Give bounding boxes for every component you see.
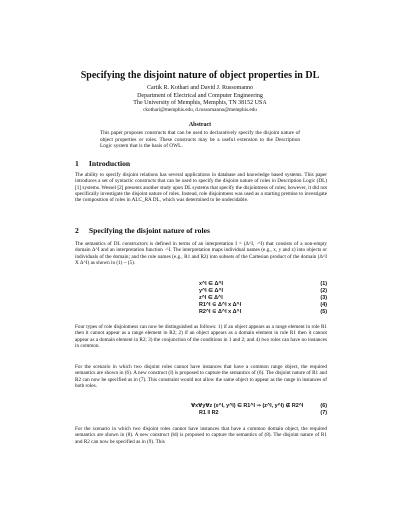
equation-number: (6)	[320, 403, 327, 409]
equation-text: z^I ∈ Δ^I	[199, 295, 223, 301]
equations-6-7	[75, 403, 327, 417]
equation-text: x^I ∈ Δ^I	[199, 281, 223, 287]
equation-row	[75, 309, 327, 316]
equation-text: ∀x∀y∀z (x^I, y^I) ∈ R1^I ⇒ (z^I, y^I) ∉ R2^I	[191, 403, 304, 409]
abstract-heading: Abstract	[188, 122, 212, 128]
equation-text: R1^I ⊆ Δ^I x Δ^I	[199, 302, 242, 308]
section-2-title: Specifying the disjoint nature of roles	[88, 226, 210, 235]
section-1-title: Introduction	[88, 159, 131, 168]
equation-number: (2)	[320, 288, 327, 294]
equation-text: R2^I ⊆ Δ^I x Δ^I	[199, 309, 242, 315]
equation-row	[75, 295, 327, 302]
equation-number: (3)	[320, 295, 327, 301]
equation-text: R1 ‖ R2	[199, 410, 219, 416]
paper-authors: Cartik R. Kothari and David J. Russomanno	[147, 85, 253, 91]
section-1-number: 1	[75, 159, 79, 168]
paper-title: Specifying the disjoint nature of object properties in DL	[80, 70, 320, 81]
introduction-paragraph: The ability to specify disjoint relations has several applications in database and knowledge based systems. This paper introduces a set of syntactic constructs that can be used to specify the disjoint nature of roles in Description Logic (DL) [1] systems. Wessel [2] presents another study upon DL systems that specify the disjointness of roles; however, it did not specifically investigate the disjoint nature of roles. Instead, role disjointness was used as a starting premise to investigate the composition of roles in ALC_RA DL, which was determined to be undecidable.	[75, 172, 327, 204]
section-2-paragraph-2: Four types of role disjointness can now be distinguished as follows: 1) if an object appears as a range element in role R1 then it cannot appear as a range element in R2; 2) if an object appears as a domain element in role R1 then it cannot appear as a domain element in R2; 3) the conjunction of the conditions in 1 and 2; and 4) two roles can have no instances in common.	[75, 324, 327, 350]
equation-number: (5)	[320, 309, 327, 315]
equation-number: (4)	[320, 302, 327, 308]
section-2-heading	[75, 226, 210, 235]
section-2-paragraph-4: For the scenario in which two disjoint roles cannot have instances that have a common domain object, the required semantics are shown in (8). A new construct (‖d) is proposed to capture the semantics of (8). The disjoint nature of R1 and R2 can now be specified as in (9). This	[75, 426, 327, 445]
author-emails: ckothari@memphis.edu, d.russomanno@memphis.edu	[143, 107, 257, 113]
section-2-paragraph-1: The semantics of DL constructors is defined in terms of an interpretation I = (Δ^I, ·^I) that consists of a non-empty domain Δ^I and an interpretation function ·^I. The interpretation maps individual names (e.g., x, y and z) into objects or individuals of the domain; and the role names (e.g., R1 and R2) into subsets of the Cartesian product of the domain (Δ^I X Δ^I) as shown in (1) ~ (5).	[75, 241, 327, 267]
equation-text: y^I ∈ Δ^I	[199, 288, 223, 294]
equations-1-5	[75, 281, 327, 316]
affiliation-department: Department of Electrical and Computer Engineering	[137, 93, 263, 99]
section-1-heading	[75, 159, 130, 168]
equation-row	[75, 288, 327, 295]
abstract-text: This paper proposes constructs that can be used to declaratively specify the disjoint nature of object properties or roles. These constructs may be a useful extension to the Description Logic system that is the basis of OWL.	[100, 130, 300, 150]
equation-row	[75, 410, 327, 417]
section-2-paragraph-3: For the scenario in which two disjoint roles cannot have instances that have a common range object, the required semantics are shown in (6). A new construct (‖) is proposed to capture the semantics of (6). The disjoint nature of R1 and R2 can now be specified as in (7). This constraint would not allow the same object to appear as the range in instances of both roles.	[75, 364, 327, 390]
equation-row	[75, 281, 327, 288]
equation-number: (7)	[320, 410, 327, 416]
equation-row	[75, 403, 327, 410]
affiliation-university: The University of Memphis, Memphis, TN 38152 USA	[133, 100, 267, 106]
section-2-number: 2	[75, 226, 79, 235]
equation-row	[75, 302, 327, 309]
equation-number: (1)	[320, 281, 327, 287]
